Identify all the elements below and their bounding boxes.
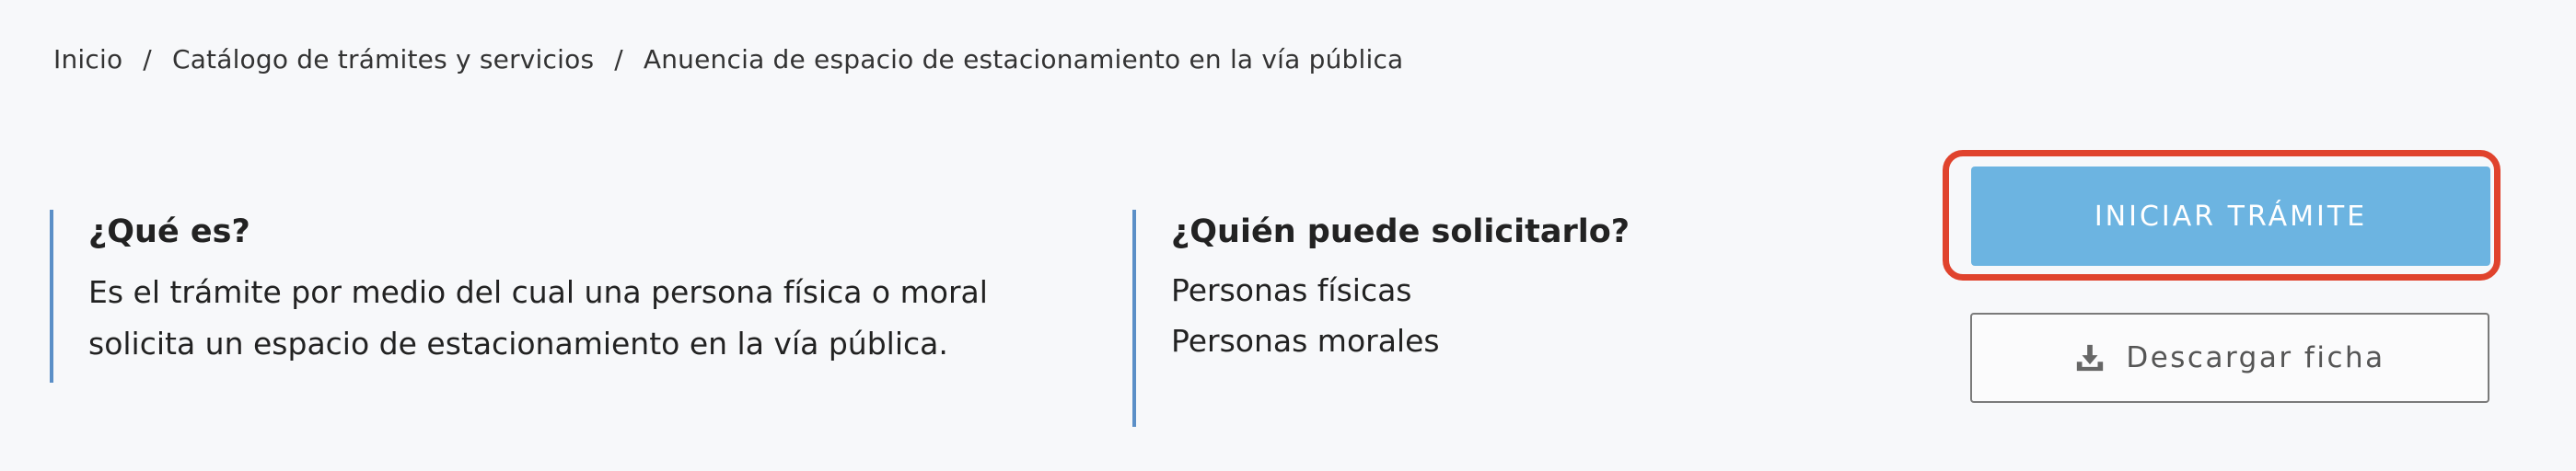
what-is-description: [88, 267, 1027, 370]
breadcrumb-item-catalogo[interactable]: Catálogo de trámites y servicios: [171, 44, 595, 75]
what-is-title: ¿Qué es?: [88, 213, 250, 250]
download-sheet-label: Descargar ficha: [2126, 341, 2385, 374]
download-icon: [2074, 342, 2106, 373]
what-is-line-1: Es el trámite por medio del cual una persona física o moral: [88, 274, 988, 310]
breadcrumb-separator: /: [143, 44, 152, 75]
what-is-line-2: solicita un espacio de estacionamiento en la vía pública.: [88, 326, 948, 362]
applicant-item: Personas físicas: [1171, 272, 1412, 308]
who-can-apply-section: [1132, 210, 1871, 427]
applicant-item: Personas morales: [1171, 323, 1440, 359]
breadcrumb-item-inicio[interactable]: Inicio: [53, 44, 123, 75]
what-is-section: [50, 210, 1027, 383]
start-procedure-button[interactable]: INICIAR TRÁMITE: [1971, 167, 2490, 266]
who-can-apply-title: ¿Quién puede solicitarlo?: [1171, 213, 1630, 250]
breadcrumb-separator: /: [614, 44, 623, 75]
applicant-list: [1171, 265, 1871, 366]
breadcrumb-item-current: Anuencia de espacio de estacionamiento en la vía pública: [643, 44, 1404, 75]
download-sheet-button[interactable]: [1970, 313, 2489, 403]
breadcrumb: [53, 44, 1403, 75]
